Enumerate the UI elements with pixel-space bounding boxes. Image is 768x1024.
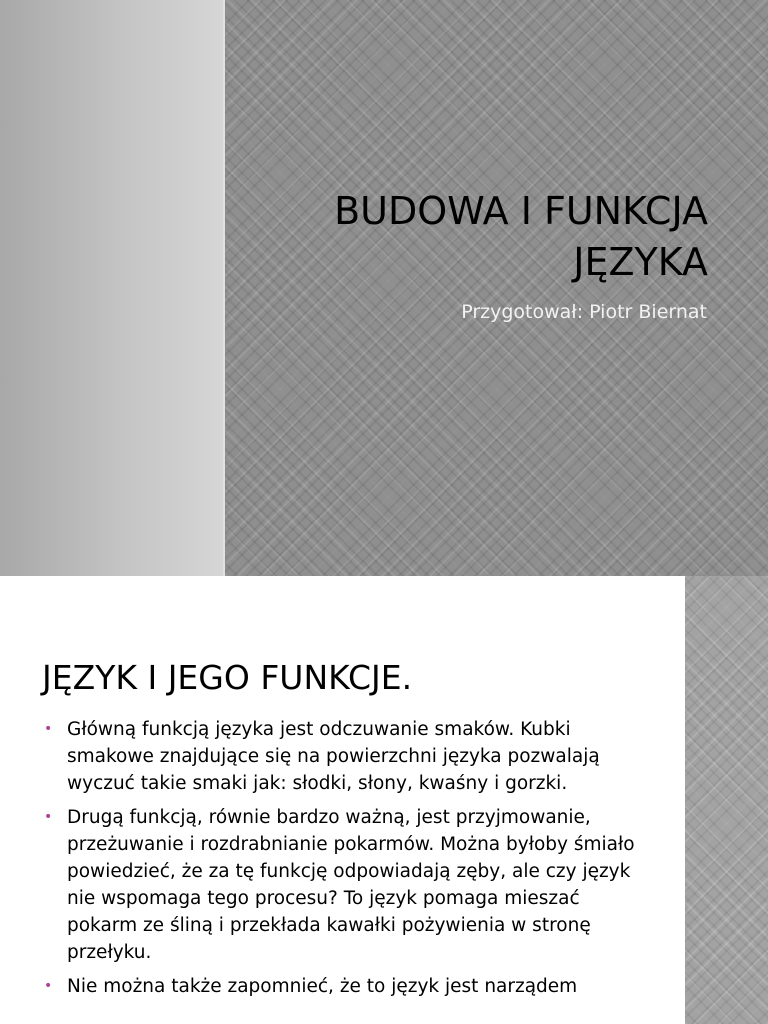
slide-title-line-2: JĘZYKA [573,240,708,284]
bullet-dot-icon: • [44,809,53,825]
bullet-item [44,973,644,1000]
content-slide [0,576,768,1024]
bullet-text: Drugą funkcją, równie bardzo ważną, jest przyjmowanie, przeżuwanie i rozdrabnianie pokarmów. Można byłoby śmiało powiedzieć, że za tę funkcję odpowiadają zęby, ale czy język nie wspomaga tego procesu? To język pomaga mieszać pokarm ze śliną i przekłada kawałki pożywienia w stronę przełyku. [67,807,635,963]
bullet-text: Nie można także zapomnieć, że to język jest narządem [67,976,578,997]
bullet-dot-icon: • [44,978,53,994]
bullet-list [44,716,644,1007]
slide-subtitle: Przygotował: Piotr Biernat [461,301,707,323]
slide-title-line-1: BUDOWA I FUNKCJA [334,189,708,233]
title-slide-left-panel [0,0,224,576]
slide-title [238,186,708,288]
title-slide-patterned-panel [225,0,768,576]
bullet-item [44,804,644,966]
content-slide-patterned-strip [685,576,768,1024]
bullet-item [44,716,644,797]
bullet-text: Główną funkcją języka jest odczuwanie smaków. Kubki smakowe znajdujące się na powierzchni języka pozwalają wyczuć takie smaki jak: słodki, słony, kwaśny i gorzki. [67,719,600,794]
bullet-dot-icon: • [44,721,53,737]
content-slide-heading: JĘZYK I JEGO FUNKCJE. [42,658,413,697]
